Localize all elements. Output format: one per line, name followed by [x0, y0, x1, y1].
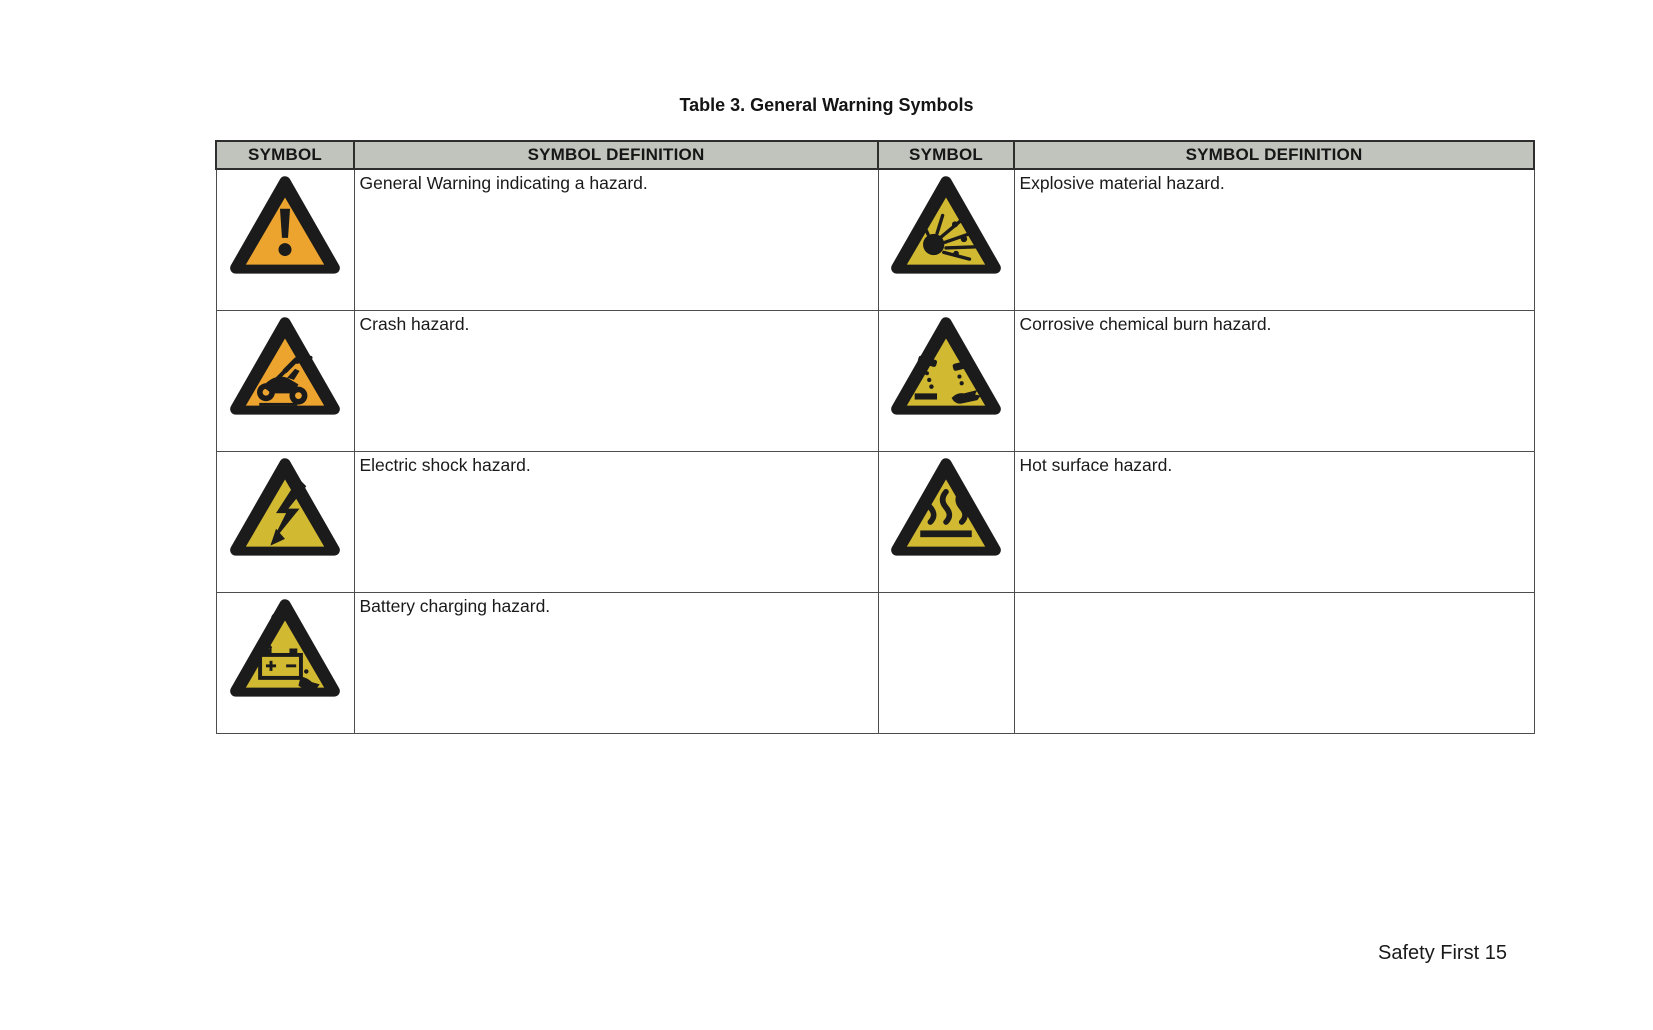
hot-surface-icon	[890, 456, 1002, 559]
header-row	[216, 141, 1534, 169]
explosive-material-icon	[890, 174, 1002, 277]
general-warning-icon	[229, 174, 341, 277]
symbol-cell	[878, 310, 1014, 451]
crash-hazard-icon	[229, 315, 341, 418]
definition-cell: Battery charging hazard.	[354, 592, 878, 733]
battery-charging-icon	[229, 597, 341, 700]
definition-cell: Crash hazard.	[354, 310, 878, 451]
symbol-cell	[216, 310, 354, 451]
symbol-cell	[878, 169, 1014, 310]
table-row	[216, 592, 1534, 733]
header-symbol-right: SYMBOL	[878, 141, 1014, 169]
page-footer: Safety First 15	[1378, 942, 1507, 964]
definition-cell: Explosive material hazard.	[1014, 169, 1534, 310]
table-row	[216, 451, 1534, 592]
symbol-cell	[216, 451, 354, 592]
symbol-cell	[216, 169, 354, 310]
symbol-cell-empty	[878, 592, 1014, 733]
header-symbol-left: SYMBOL	[216, 141, 354, 169]
symbol-cell	[878, 451, 1014, 592]
table-row	[216, 169, 1534, 310]
table-row	[216, 310, 1534, 451]
definition-cell-empty	[1014, 592, 1534, 733]
definition-cell: Hot surface hazard.	[1014, 451, 1534, 592]
definition-cell: Corrosive chemical burn hazard.	[1014, 310, 1534, 451]
warning-symbols-table	[215, 140, 1535, 734]
definition-cell: General Warning indicating a hazard.	[354, 169, 878, 310]
definition-cell: Electric shock hazard.	[354, 451, 878, 592]
corrosive-chemical-icon	[890, 315, 1002, 418]
symbol-cell	[216, 592, 354, 733]
table-title: Table 3. General Warning Symbols	[679, 95, 974, 115]
electric-shock-icon	[229, 456, 341, 559]
header-definition-right: SYMBOL DEFINITION	[1014, 141, 1534, 169]
header-definition-left: SYMBOL DEFINITION	[354, 141, 878, 169]
